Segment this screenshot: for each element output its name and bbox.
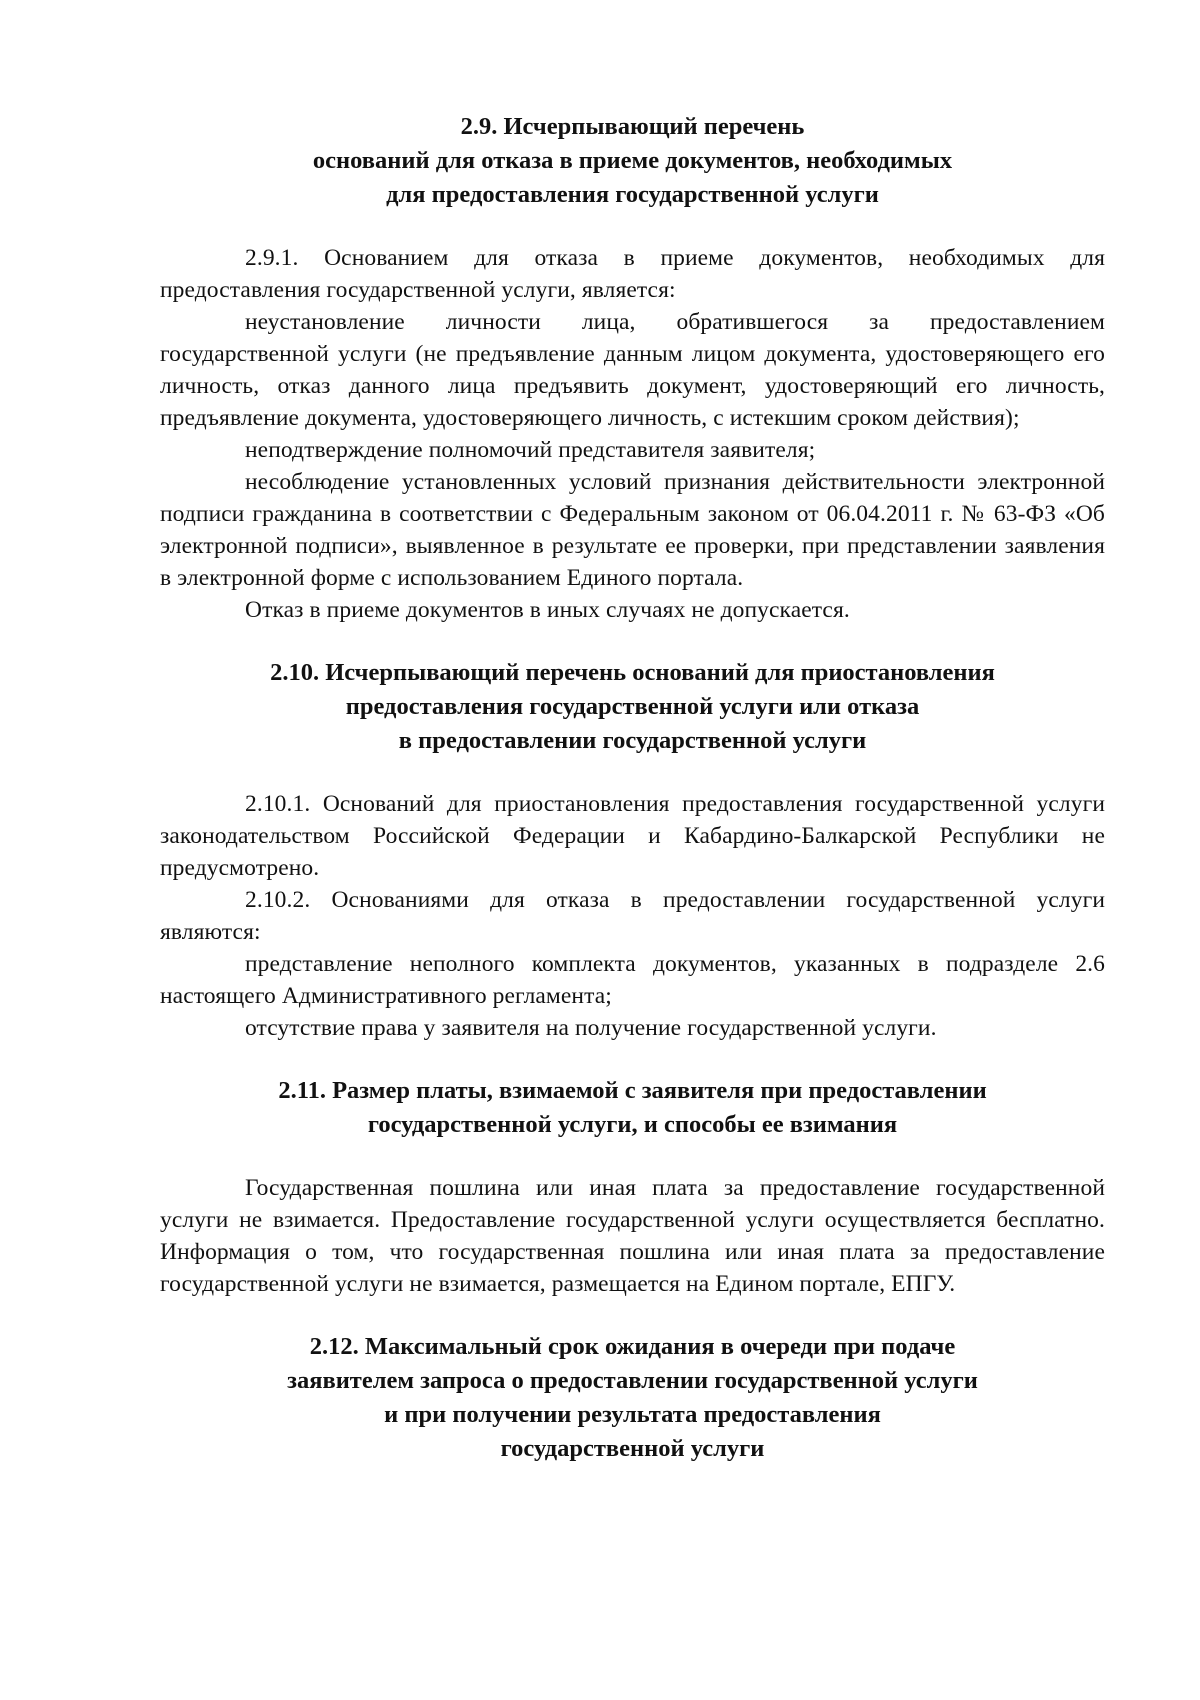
heading-line: 2.11. Размер платы, взимаемой с заявителя при предоставлении	[278, 1077, 987, 1104]
section-heading	[160, 110, 1105, 212]
section-2-10	[160, 656, 1105, 1044]
section-heading	[160, 1074, 1105, 1142]
paragraph: представление неполного комплекта документов, указанных в подразделе 2.6 настоящего Административного регламента;	[160, 951, 1105, 1009]
paragraph: 2.10.1. Оснований для приостановления предоставления государственной услуги законодательством Российской Федерации и Кабардино-Балкарской Республики не предусмотрено.	[160, 791, 1105, 881]
section-heading	[160, 1330, 1105, 1466]
section-2-12	[160, 1330, 1105, 1466]
heading-line: заявителем запроса о предоставлении государственной услуги	[287, 1367, 978, 1394]
heading-line: 2.12. Максимальный срок ожидания в очереди при подаче	[309, 1333, 956, 1360]
section-2-11	[160, 1074, 1105, 1300]
paragraph: неподтверждение полномочий представителя заявителя;	[245, 437, 816, 463]
paragraph: 2.10.2. Основаниями для отказа в предоставлении государственной услуги являются:	[160, 887, 1105, 945]
heading-line: государственной услуги, и способы ее взимания	[367, 1111, 898, 1138]
paragraph: неустановление личности лица, обратившегося за предоставлением государственной услуги (не предъявление данным лицом документа, удостоверяющего его личность, отказ данного лица предъявить документ, удостоверяющий его личность, предъявление документа, удостоверяющего личность, с истекшим сроком действия);	[160, 309, 1105, 431]
heading-line: для предоставления государственной услуги	[386, 181, 879, 208]
heading-line: предоставления государственной услуги или отказа	[345, 693, 920, 720]
paragraph: отсутствие права у заявителя на получение государственной услуги.	[245, 1015, 937, 1041]
document-body	[160, 110, 1105, 1466]
heading-line: 2.9. Исчерпывающий перечень	[460, 113, 805, 140]
section-2-9	[160, 110, 1105, 626]
paragraph: 2.9.1. Основанием для отказа в приеме документов, необходимых для предоставления государственной услуги, является:	[160, 245, 1105, 303]
heading-line: и при получении результата предоставления	[384, 1401, 881, 1428]
paragraph: Отказ в приеме документов в иных случаях не допускается.	[245, 597, 850, 623]
heading-line: государственной услуги	[500, 1435, 765, 1462]
section-heading	[160, 656, 1105, 758]
heading-line: в предоставлении государственной услуги	[398, 727, 867, 754]
paragraph: Государственная пошлина или иная плата за предоставление государственной услуги не взимается. Предоставление государственной услуги осуществляется бесплатно. Информация о том, что государственная пошлина или иная плата за предоставление государственной услуги не взимается, размещается на Едином портале, ЕПГУ.	[160, 1175, 1105, 1297]
heading-line: оснований для отказа в приеме документов, необходимых	[312, 147, 953, 174]
heading-line: 2.10. Исчерпывающий перечень оснований для приостановления	[270, 659, 995, 686]
paragraph: несоблюдение установленных условий признания действительности электронной подписи гражданина в соответствии с Федеральным законом от 06.04.2011 г. № 63-ФЗ «Об электронной подписи», выявленное в результате ее проверки, при представлении заявления в электронной форме с использованием Единого портала.	[160, 469, 1105, 591]
